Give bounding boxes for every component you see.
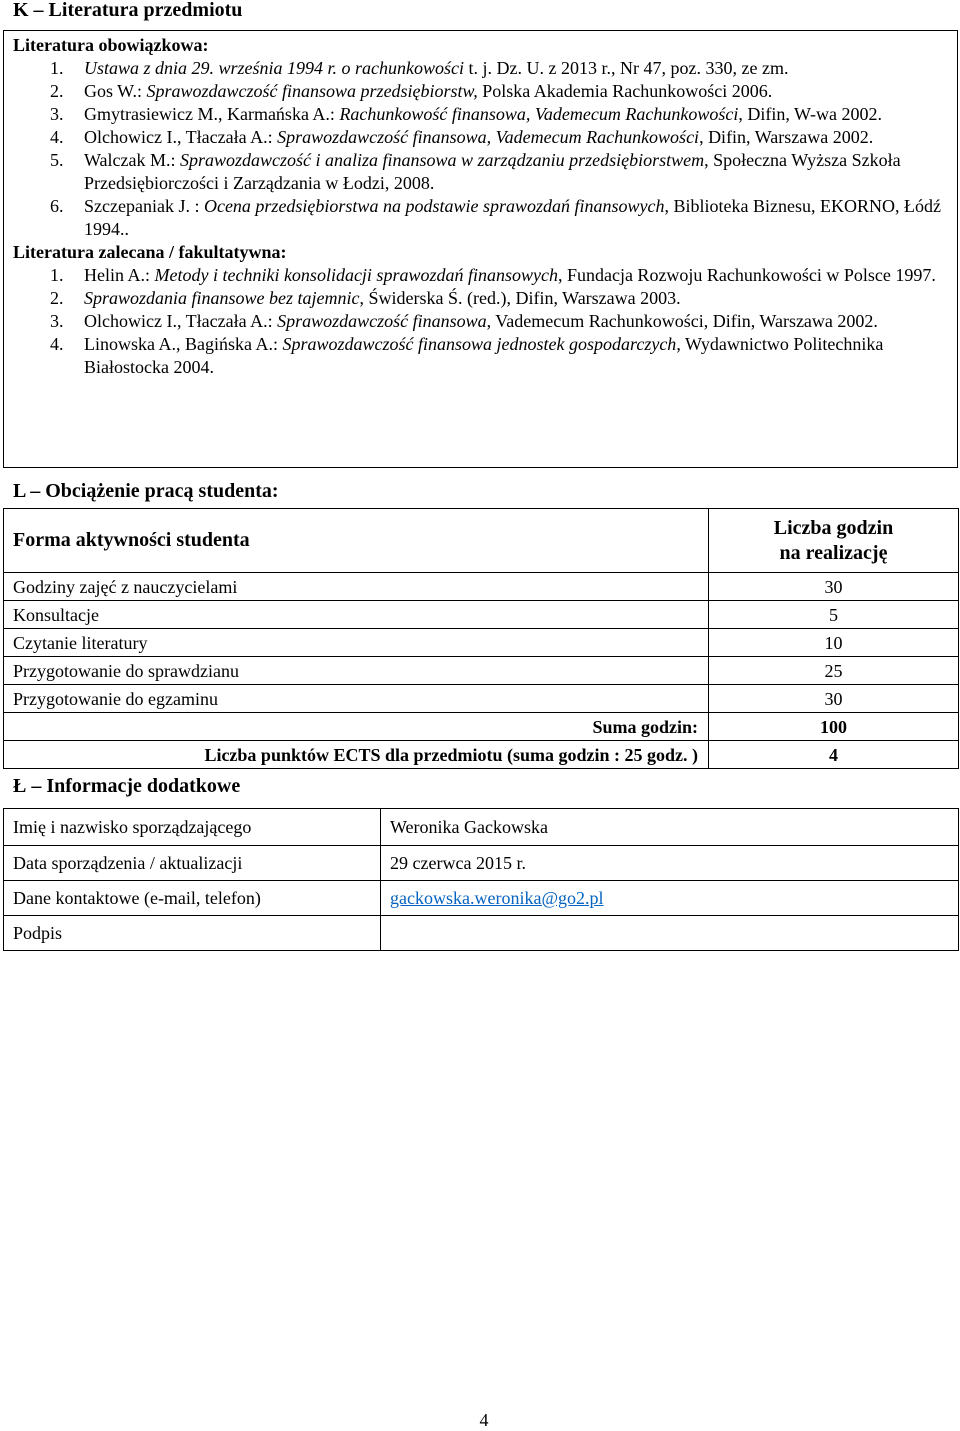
update-date: 29 czerwca 2015 r. <box>381 846 959 881</box>
item-authors: Olchowicz I., Tłaczała A.: <box>84 127 278 147</box>
item-title: Sprawozdawczość finansowa przedsiębiorstw, <box>146 81 478 101</box>
table-row <box>4 846 959 881</box>
table-row <box>4 685 959 713</box>
optional-literature-heading: Literatura zalecana / fakultatywna: <box>13 242 287 262</box>
table-row <box>4 809 959 846</box>
activity-cell: Czytanie literatury <box>4 629 709 657</box>
activity-cell: Przygotowanie do egzaminu <box>4 685 709 713</box>
item-title: Sprawozdawczość i analiza finansowa w zarządzaniu przedsiębiorstwem <box>180 150 705 170</box>
activity-cell: Konsultacje <box>4 601 709 629</box>
item-title: Sprawozdawczość finansowa, Vademecum Rachunkowości <box>277 127 700 147</box>
hours-cell: 10 <box>709 629 959 657</box>
hours-cell: 25 <box>709 657 959 685</box>
item-number: 1. <box>50 265 64 285</box>
info-label: Data sporządzenia / aktualizacji <box>4 846 381 881</box>
activity-cell: Godziny zajęć z nauczycielami <box>4 573 709 601</box>
required-literature-item <box>13 103 947 126</box>
table-row <box>4 629 959 657</box>
item-number: 4. <box>50 127 64 147</box>
additional-info-table <box>3 808 959 951</box>
table-row <box>4 601 959 629</box>
total-row <box>4 713 959 741</box>
item-number: 3. <box>50 104 64 124</box>
item-publication-details: t. j. Dz. U. z 2013 r., Nr 47, poz. 330, ze zm. <box>464 58 789 78</box>
table-row <box>4 881 959 916</box>
hours-cell: 5 <box>709 601 959 629</box>
required-literature-item <box>13 195 947 241</box>
item-publication-details: , Fundacja Rozwoju Rachunkowości w Polsce 1997. <box>557 265 936 285</box>
item-publication-details: , Wydawnictwo Politechnika Białostocka 2004. <box>84 334 884 377</box>
activity-cell: Przygotowanie do sprawdzianu <box>4 657 709 685</box>
section-k-heading: K – Literatura przedmiotu <box>13 0 243 21</box>
item-authors: Olchowicz I., Tłaczała A.: <box>84 311 278 331</box>
hours-column-header <box>709 509 959 573</box>
item-number: 4. <box>50 334 64 354</box>
item-number: 5. <box>50 150 64 170</box>
table-row <box>4 573 959 601</box>
contact-email-link[interactable]: gackowska.weronika@go2.pl <box>390 888 604 908</box>
hours-cell: 30 <box>709 685 959 713</box>
hours-header-line-1: Liczba godzin <box>773 516 894 539</box>
item-title: Rachunkowość finansowa, Vademecum Rachunkowości <box>339 104 739 124</box>
item-publication-details: , Społeczna Wyższa Szkoła Przedsiębiorczości i Zarządzania w Łodzi, 2008. <box>84 150 901 193</box>
author-name: Weronika Gackowska <box>381 809 959 846</box>
total-label: Suma godzin: <box>4 713 709 741</box>
activity-column-header: Forma aktywności studenta <box>4 509 709 573</box>
hours-header-line-2: na realizację <box>779 541 888 564</box>
required-literature-item <box>13 57 947 80</box>
signature-cell <box>381 916 959 951</box>
item-publication-details: , Świderska Ś. (red.), Difin, Warszawa 2003. <box>359 288 681 308</box>
item-authors: Walczak M.: <box>84 150 181 170</box>
item-number: 3. <box>50 311 64 331</box>
required-literature-item <box>13 126 947 149</box>
hours-cell: 30 <box>709 573 959 601</box>
item-publication-details: , Difin, W-wa 2002. <box>738 104 883 124</box>
page-number: 4 <box>479 1410 489 1430</box>
item-authors: Szczepaniak J. : <box>84 196 204 216</box>
item-authors: Linowska A., Bagińska A.: <box>84 334 283 354</box>
total-value: 100 <box>709 713 959 741</box>
item-title: Ustawa z dnia 29. września 1994 r. o rachunkowości <box>84 58 465 78</box>
workload-table-header <box>4 509 959 573</box>
item-publication-details: Polska Akademia Rachunkowości 2006. <box>477 81 773 101</box>
info-label: Dane kontaktowe (e-mail, telefon) <box>4 881 381 916</box>
item-title: Sprawozdania finansowe bez tajemnic <box>84 288 360 308</box>
item-number: 2. <box>50 81 64 101</box>
item-publication-details: , Difin, Warszawa 2002. <box>699 127 874 147</box>
optional-literature-item <box>13 333 947 379</box>
item-number: 2. <box>50 288 64 308</box>
ects-row <box>4 741 959 769</box>
table-row <box>4 657 959 685</box>
ects-value: 4 <box>709 741 959 769</box>
required-literature-item <box>13 80 947 103</box>
ects-label: Liczba punktów ECTS dla przedmiotu (suma godzin : 25 godz. ) <box>4 741 709 769</box>
contact-cell <box>381 881 959 916</box>
table-row <box>4 916 959 951</box>
item-title: Metody i techniki konsolidacji sprawozdań finansowych <box>154 265 558 285</box>
section-l-heading: L – Obciążenie pracą studenta: <box>13 480 279 502</box>
item-authors: Gos W.: <box>84 81 147 101</box>
item-title: Ocena przedsiębiorstwa na podstawie sprawozdań finansowych <box>203 196 665 216</box>
item-number: 1. <box>50 58 64 78</box>
item-title: Sprawozdawczość finansowa <box>277 311 487 331</box>
workload-table <box>3 508 959 769</box>
item-authors: Helin A.: <box>84 265 155 285</box>
required-literature-heading: Literatura obowiązkowa: <box>13 35 209 55</box>
item-number: 6. <box>50 196 64 216</box>
optional-literature-item <box>13 287 947 310</box>
literature-box <box>3 30 958 468</box>
item-publication-details: , Vademecum Rachunkowości, Difin, Warszawa 2002. <box>486 311 878 331</box>
info-label: Podpis <box>4 916 381 951</box>
item-title: Sprawozdawczość finansowa jednostek gospodarczych <box>282 334 677 354</box>
info-label: Imię i nazwisko sporządzającego <box>4 809 381 846</box>
optional-literature-item <box>13 310 947 333</box>
section-l2-heading: Ł – Informacje dodatkowe <box>13 775 241 797</box>
optional-literature-item <box>13 264 947 287</box>
item-authors: Gmytrasiewicz M., Karmańska A.: <box>84 104 340 124</box>
required-literature-item <box>13 149 947 195</box>
item-publication-details: , Biblioteka Biznesu, EKORNO, Łódź 1994.. <box>84 196 941 239</box>
